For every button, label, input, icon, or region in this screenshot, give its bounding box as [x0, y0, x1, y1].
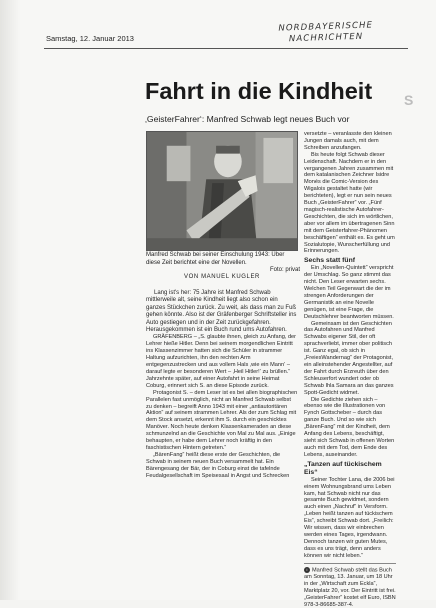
paper-edge-shadow: [0, 0, 20, 600]
body-paragraph: Seiner Tochter Lana, die 2006 bei einem Wohnungsbrand ums Leben kam, hat Schwab nicht nur das gesamte Buch gewidmet, sondern auch einen „Nachruf“ in Versform. „Leben heißt tanzen auf tückischem Eis“, schreibt Schwab dort. „Freilich: Wir wissen, dass wir einbrechen werden eines Tages, irgendwann. Dennoch tanzen wir guten Mutes, dass es uns trägt, denn anders können wir nicht leben.“: [304, 476, 395, 559]
section-heading: „Tanzen auf tückischem Eis“: [304, 460, 382, 476]
bleed-through-letter: S: [404, 92, 414, 108]
byline: VON MANUEL KUGLER: [184, 274, 260, 280]
boy-with-school-cone-photo: [147, 132, 297, 250]
event-info-text: Manfred Schwab stellt das Buch am Sonntag, 13. Januar, um 18 Uhr in der „Wirtschaft zum Eckla“, Marktplatz 20, vor. Der Eintritt ist frei. „GeisterFahrer“ kostet elf Euro, ISBN 978-3-86685-387-4.: [304, 567, 396, 608]
article-photo: [146, 131, 298, 251]
source-note-line-1: NORDBAYERISCHE: [278, 20, 374, 34]
article-column-left: [146, 290, 298, 588]
body-paragraph: Gemeinsam ist den Geschichten das Autofahren und Manfred Schwabs eigener Stil, der oft sprachverliebt, immer ober politisch ist. Ganz egal, ob sich in „FreiesWandernag“ der Protagonist, ein alleinstehender Angestellter, auf der Fahrt durch Erzreuth über den Schleuserfort wundert oder ob Schwab Ihla Samara an das ganzes Spott-Gedicht widmet.: [304, 320, 394, 396]
body-paragraph: GRÄFENBERG – „S. glaubte ihnen, gleich zu Anfang, der Lehrer hieße Hitler. Denn bei seinem morgendlichen Eintritt ins Klassenzimmer hatten sich die Schüler in strammer Haltung aufzurichten, ihn den rechten Arm entgegenzustrecken und aus vollem Hals ‚wie ein Mann‘ – darauf legte er besonderen Wert – ‚Heil Hitler!‘ zu brüllen.“ Jahrzehnte später, auf einer Autofahrt in seine Heimat Coburg, erinnert sich S. an diese Episode zurück.: [146, 334, 297, 389]
photo-caption: Manfred Schwab bei seiner Einschulung 1943: Über diese Zeit berichtet eine der Novellen.: [146, 252, 285, 266]
info-icon: i: [304, 567, 310, 573]
body-paragraph: Protagonist S. – dem Leser ist es bei allen biographischen Parallelen fast unmöglich, nicht an Manfred Schwab selbst zu denken – begreift Anno 1943 mit einer „antiautoritären Aktion“ auf seinem strammen Lehrer. Als der zum Schlag mit dem Stock ansetzt, erkennt ihm S. durch ein geschicktes Manöver. Noch heute denken Klassenkameraden an diese schmunzelnd an die Geschichte von Mal zu Mal aus. „Einige behaupten, er habe dem Lehrer noch kräftig in den faschistischen Hintern getreten.“: [146, 389, 298, 451]
photo-credit: Foto: privat: [269, 267, 300, 274]
event-info-box: [304, 563, 396, 608]
body-paragraph: Ein „Novellen-Quintett“ verspricht der Umschlag. So ganz stimmt das nicht. Den Leser erwarten sechs. Welchen Teil Gegenwart die der im strengen Anforderungen der Germanistik an eine Novelle genügen, ist eine Frage, die Deutschlehrer beantworten müssen.: [304, 265, 394, 320]
body-paragraph: „BärenFang“ heißt diese erste der Geschichten, die Schwab in seinem neuen Buch versammelt hat. Ein Bärengesang der Bär, der in Coburg einst die tafelnde Feudalgesellschaft im Speisesaal in Angst und Schrecken: [146, 451, 290, 479]
body-paragraph: Die Gedichte ziehen sich – ebenso wie die Illustrationen von Fynch Gottscheber – durch das ganze Buch. Und so wie sich „BärenFang“ mit der Kindheit, dem Anfang des Lebens, beschäftigt, sieht sich Schwab in offenen Worten auch mit dem Tod, dem Ende des Lebens, auseinander.: [304, 396, 395, 458]
source-note-line-2: NACHRICHTEN: [288, 31, 364, 45]
body-paragraph: Bis heute folgt Schwab dieser Leidenschaft. Nachdem er in den vergangenen Jahren zusammen mit dem katalanischen Zeichner Isidre Monés die Comic-Version des Wigalois gestaltet hatte (wir berichteten), legt er nun sein neues Buch „GeisterFahrer“ vor. „Fünf magisch-realistische Autofahrer-Geschichten, die sich im wörtlichen, aber vor allem im übertragenen Sinn mit dem Geisterfahrer-Phänomen beschäftigen“ enthält es. Es geht um Sozialutopie, Wunscherfüllung und Erinnerungen.: [304, 151, 395, 255]
section-heading: Sechs statt fünf: [304, 257, 355, 265]
body-paragraph: versetzte – veranlasste den kleinen Jungen damals auch, mit dem Schreiben anzufangen.: [304, 131, 392, 151]
article-intro: Lang ist's her: 75 Jahre ist Manfred Schwab mittlerweile alt, seine Kindheit liegt also schon ein ganzes Stückchen zurück. Zu weit, als dass man zu Fuß gehen könnte. Also ist der Gräfenberger Schriftsteller ins Auto gestiegen und in der Zeit zurückgefahren. Herausgekommen ist ein Buch rund ums Autofahren.: [146, 290, 297, 334]
issue-date: Samstag, 12. Januar 2013: [46, 34, 134, 43]
handwritten-source-note: [258, 20, 395, 51]
header-rule: [44, 48, 408, 49]
article-subheadline: ‚GeisterFahrer‘: Manfred Schwab legt neues Buch vor: [145, 114, 350, 124]
article-column-right: [304, 131, 396, 608]
photo-caption-block: [146, 252, 300, 275]
article-headline: Fahrt in die Kindheit: [145, 78, 373, 104]
